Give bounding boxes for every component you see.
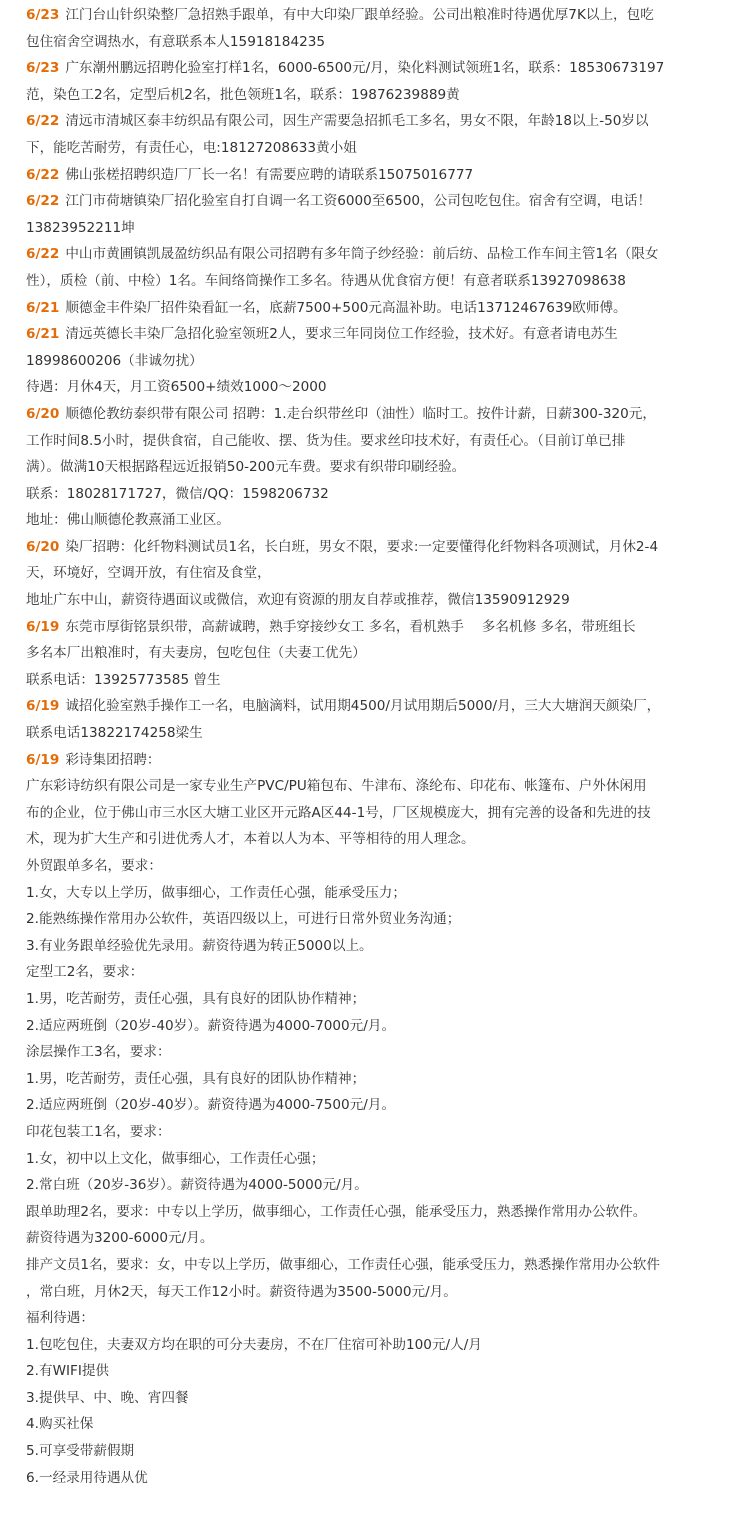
listing-line xyxy=(26,82,717,109)
listing-start-line xyxy=(26,693,717,720)
listing-text: 顺德金丰件染厂招件染看缸一名，底薪7500+500元高温补助。电话13712467639欧师傅。 xyxy=(65,299,627,316)
listing-text: 18998600206（非诚勿扰） xyxy=(26,352,203,369)
listing-text: 联系：18028171727，微信/QQ：1598206732 xyxy=(26,485,329,502)
listing-line xyxy=(26,1279,717,1306)
listing-line xyxy=(26,1438,717,1465)
listing-start-line xyxy=(26,188,717,215)
listing-text: 涂层操作工3名，要求： xyxy=(26,1044,171,1061)
listing-text: 跟单助理2名，要求：中专以上学历，做事细心，工作责任心强，能承受压力，熟悉操作常用办公软件。 xyxy=(26,1203,647,1220)
listing-line xyxy=(26,1119,717,1146)
listing-line xyxy=(26,454,717,481)
listing-text: 江门台山针织染整厂急招熟手跟单，有中大印染厂跟单经验。公司出粮准时待遇优厚7K以上，包吃 xyxy=(65,7,654,23)
listing-text: 2.适应两班倒（20岁-40岁）。薪资待遇为4000-7500元/月。 xyxy=(26,1097,396,1114)
listing-text: 包住宿舍空调热水，有意联系本人15918184235 xyxy=(26,33,326,50)
listing-line xyxy=(26,560,717,587)
listing-line xyxy=(26,1305,717,1332)
listing-line xyxy=(26,507,717,534)
listing-text: 1.女，初中以上文化，做事细心，工作责任心强； xyxy=(26,1150,325,1167)
listing-text: 地址：佛山顺德伦教熹涌工业区。 xyxy=(26,512,230,529)
listing-date: 6/23 xyxy=(26,60,60,77)
listing-text: 彩诗集团招聘： xyxy=(65,751,161,768)
listing-text: 福利待遇： xyxy=(26,1310,94,1327)
listing-text: 3.有业务跟单经验优先录用。薪资待遇为转正5000以上。 xyxy=(26,937,373,954)
listing-line xyxy=(26,29,717,56)
listing-text: ，常白班，月休2天，每天工作12小时。薪资待遇为3500-5000元/月。 xyxy=(26,1283,457,1300)
listing-text: 薪资待遇为3200-6000元/月。 xyxy=(26,1230,214,1247)
listing-text: 6.一经录用待遇从优 xyxy=(26,1469,148,1486)
listing-text: 2.适应两班倒（20岁-40岁）。薪资待遇为4000-7000元/月。 xyxy=(26,1017,396,1034)
listing-line xyxy=(26,215,717,242)
listing-text: 布的企业，位于佛山市三水区大塘工业区开元路A区44-1号，厂区规模庞大，拥有完善的设备和先进的技 xyxy=(26,804,651,821)
listing-line xyxy=(26,720,717,747)
listing-line xyxy=(26,1013,717,1040)
listing-start-line xyxy=(26,321,717,348)
listing-text: 东莞市厚街铭景织带，高薪诚聘，熟手穿接纱女工 多名，看机熟手 多名机修 多名，带班组长 xyxy=(65,618,636,635)
listing-line xyxy=(26,268,717,295)
listing-start-line xyxy=(26,2,717,29)
listing-text: 定型工2名，要求： xyxy=(26,964,144,981)
listing-text: 13823952211坤 xyxy=(26,219,135,236)
listing-line xyxy=(26,1199,717,1226)
listing-text: 5.可享受带薪假期 xyxy=(26,1443,135,1460)
listing-text: 1.男，吃苦耐劳，责任心强，具有良好的团队协作精神； xyxy=(26,990,366,1007)
listing-line xyxy=(26,667,717,694)
listing-text: 工作时间8.5小时，提供食宿，自己能收、摆、货为佳。要求丝印技术好，有责任心。（目前订单已排 xyxy=(26,432,626,449)
listing-text: 1.女，大专以上学历，做事细心，工作责任心强，能承受压力； xyxy=(26,884,406,901)
listing-text: 满）。做满10天根据路程远近报销50-200元车费。要求有织带印刷经验。 xyxy=(26,459,466,476)
listing-text: 2.常白班（20岁-36岁）。薪资待遇为4000-5000元/月。 xyxy=(26,1177,368,1194)
listing-line xyxy=(26,348,717,375)
listing-text: 中山市黄圃镇凯晟盈纺织品有限公司招聘有多年筒子纱经验：前后纺、品检工作车间主管1名（限女 xyxy=(65,246,659,263)
listing-line xyxy=(26,428,717,455)
listing-text: 江门市荷塘镇染厂招化验室自打自调一名工资6000至6500，公司包吃包住。宿舍有空调，电话！ xyxy=(65,193,652,210)
listing-text: 排产文员1名，要求：女，中专以上学历，做事细心，工作责任心强，能承受压力，熟悉操作常用办公软件 xyxy=(26,1256,660,1273)
listing-text: 清远英德长丰染厂急招化验室领班2人，要求三年同岗位工作经验，技术好。有意者请电苏生 xyxy=(65,326,618,343)
listing-line xyxy=(26,959,717,986)
listing-line xyxy=(26,1332,717,1359)
listing-line xyxy=(26,933,717,960)
listing-start-line xyxy=(26,747,717,774)
listing-text: 顺德伦教纺泰织带有限公司 招聘：1.走台织带丝印（油性）临时工。按件计薪，日薪300-320元， xyxy=(65,405,656,422)
listing-text: 联系电话13822174258梁生 xyxy=(26,725,203,742)
listing-line xyxy=(26,826,717,853)
listing-line xyxy=(26,773,717,800)
listing-start-line xyxy=(26,55,717,82)
listing-text: 广东潮州鹏远招聘化验室打样1名，6000-6500元/月，染化料测试领班1名，联系：18530673197 xyxy=(65,60,665,77)
listing-start-line xyxy=(26,162,717,189)
listing-text: 4.购买社保 xyxy=(26,1416,94,1433)
listing-text: 印花包装工1名，要求： xyxy=(26,1123,171,1140)
listing-text: 3.提供早、中、晚、宵四餐 xyxy=(26,1389,189,1406)
listing-date: 6/22 xyxy=(26,193,60,210)
listing-text: 2.能熟练操作常用办公软件，英语四级以上，可进行日常外贸业务沟通； xyxy=(26,911,461,928)
listing-text: 联系电话：13925773585 曾生 xyxy=(26,671,221,688)
listing-text: 性），质检（前、中检）1名。车间络筒操作工多名。待遇从优食宿方便！有意者联系13927098638 xyxy=(26,272,626,289)
listing-text: 广东彩诗纺织有限公司是一家专业生产PVC/PU箱包布、牛津布、涤纶布、印花布、帐篷布、户外休闲用 xyxy=(26,778,647,795)
listing-text: 多名本厂出粮准时，有夫妻房，包吃包住（夫妻工优先） xyxy=(26,645,366,662)
listing-text: 1.包吃包住，夫妻双方均在职的可分夫妻房，不在厂住宿可补助100元/人/月 xyxy=(26,1336,482,1353)
listing-line xyxy=(26,1465,717,1492)
listing-line xyxy=(26,481,717,508)
listing-text: 术，现为扩大生产和引进优秀人才，本着以人为本、平等相待的用人理念。 xyxy=(26,831,475,848)
listing-start-line xyxy=(26,295,717,322)
listing-text: 1.男，吃苦耐劳，责任心强，具有良好的团队协作精神； xyxy=(26,1070,366,1087)
listing-line xyxy=(26,880,717,907)
listing-start-line xyxy=(26,614,717,641)
listing-date: 6/19 xyxy=(26,751,60,768)
listing-line xyxy=(26,587,717,614)
listing-date: 6/19 xyxy=(26,698,60,715)
listing-text: 染厂招聘：化纤物料测试员1名，长白班，男女不限，要求:一定要懂得化纤物料各项测试，月休2-4 xyxy=(65,538,659,555)
listing-line xyxy=(26,906,717,933)
listing-line xyxy=(26,1146,717,1173)
listing-text: 清远市清城区泰丰纺织品有限公司，因生产需要急招抓毛工多名，男女不限，年龄18以上-50岁以 xyxy=(65,113,649,130)
listing-line xyxy=(26,1092,717,1119)
listing-text: 佛山张槎招聘织造厂厂长一名！有需要应聘的请联系15075016777 xyxy=(65,166,474,183)
listing-line xyxy=(26,1385,717,1412)
listing-text: 待遇：月休4天，月工资6500+绩效1000～2000 xyxy=(26,379,327,396)
listing-line xyxy=(26,1358,717,1385)
listing-date: 6/22 xyxy=(26,166,60,183)
listing-start-line xyxy=(26,401,717,428)
listing-line xyxy=(26,1225,717,1252)
listing-start-line xyxy=(26,534,717,561)
listing-line xyxy=(26,1039,717,1066)
listing-line xyxy=(26,135,717,162)
listing-line xyxy=(26,374,717,401)
listing-line xyxy=(26,853,717,880)
listing-date: 6/20 xyxy=(26,405,60,422)
listing-date: 6/23 xyxy=(26,7,60,23)
listing-date: 6/22 xyxy=(26,113,60,130)
listing-line xyxy=(26,986,717,1013)
listing-line xyxy=(26,1172,717,1199)
listing-text: 范，染色工2名，定型后机2名，批色领班1名，联系：19876239889黄 xyxy=(26,86,460,103)
listing-line xyxy=(26,1252,717,1279)
listing-text: 2.有WIFI提供 xyxy=(26,1363,110,1380)
listing-line xyxy=(26,1066,717,1093)
listing-line xyxy=(26,800,717,827)
listing-text: 诚招化验室熟手操作工一名，电脑滴料，试用期4500/月试用期后5000/月，三大大塘润天颜染厂， xyxy=(65,698,661,715)
listing-date: 6/21 xyxy=(26,326,60,343)
listing-date: 6/21 xyxy=(26,299,60,316)
listing-text: 下，能吃苦耐劳，有责任心，电:18127208633黄小姐 xyxy=(26,139,357,156)
listing-date: 6/19 xyxy=(26,618,60,635)
listing-start-line xyxy=(26,241,717,268)
listing-text: 天，环境好，空调开放，有住宿及食堂， xyxy=(26,565,271,582)
listing-date: 6/22 xyxy=(26,246,60,263)
listing-text: 外贸跟单多名，要求： xyxy=(26,858,162,874)
listing-text: 地址广东中山，薪资待遇面议或微信，欢迎有资源的朋友自荐或推荐，微信13590912929 xyxy=(26,592,570,609)
listing-date: 6/20 xyxy=(26,538,60,555)
listing-start-line xyxy=(26,108,717,135)
listing-line xyxy=(26,640,717,667)
listing-line xyxy=(26,1411,717,1438)
